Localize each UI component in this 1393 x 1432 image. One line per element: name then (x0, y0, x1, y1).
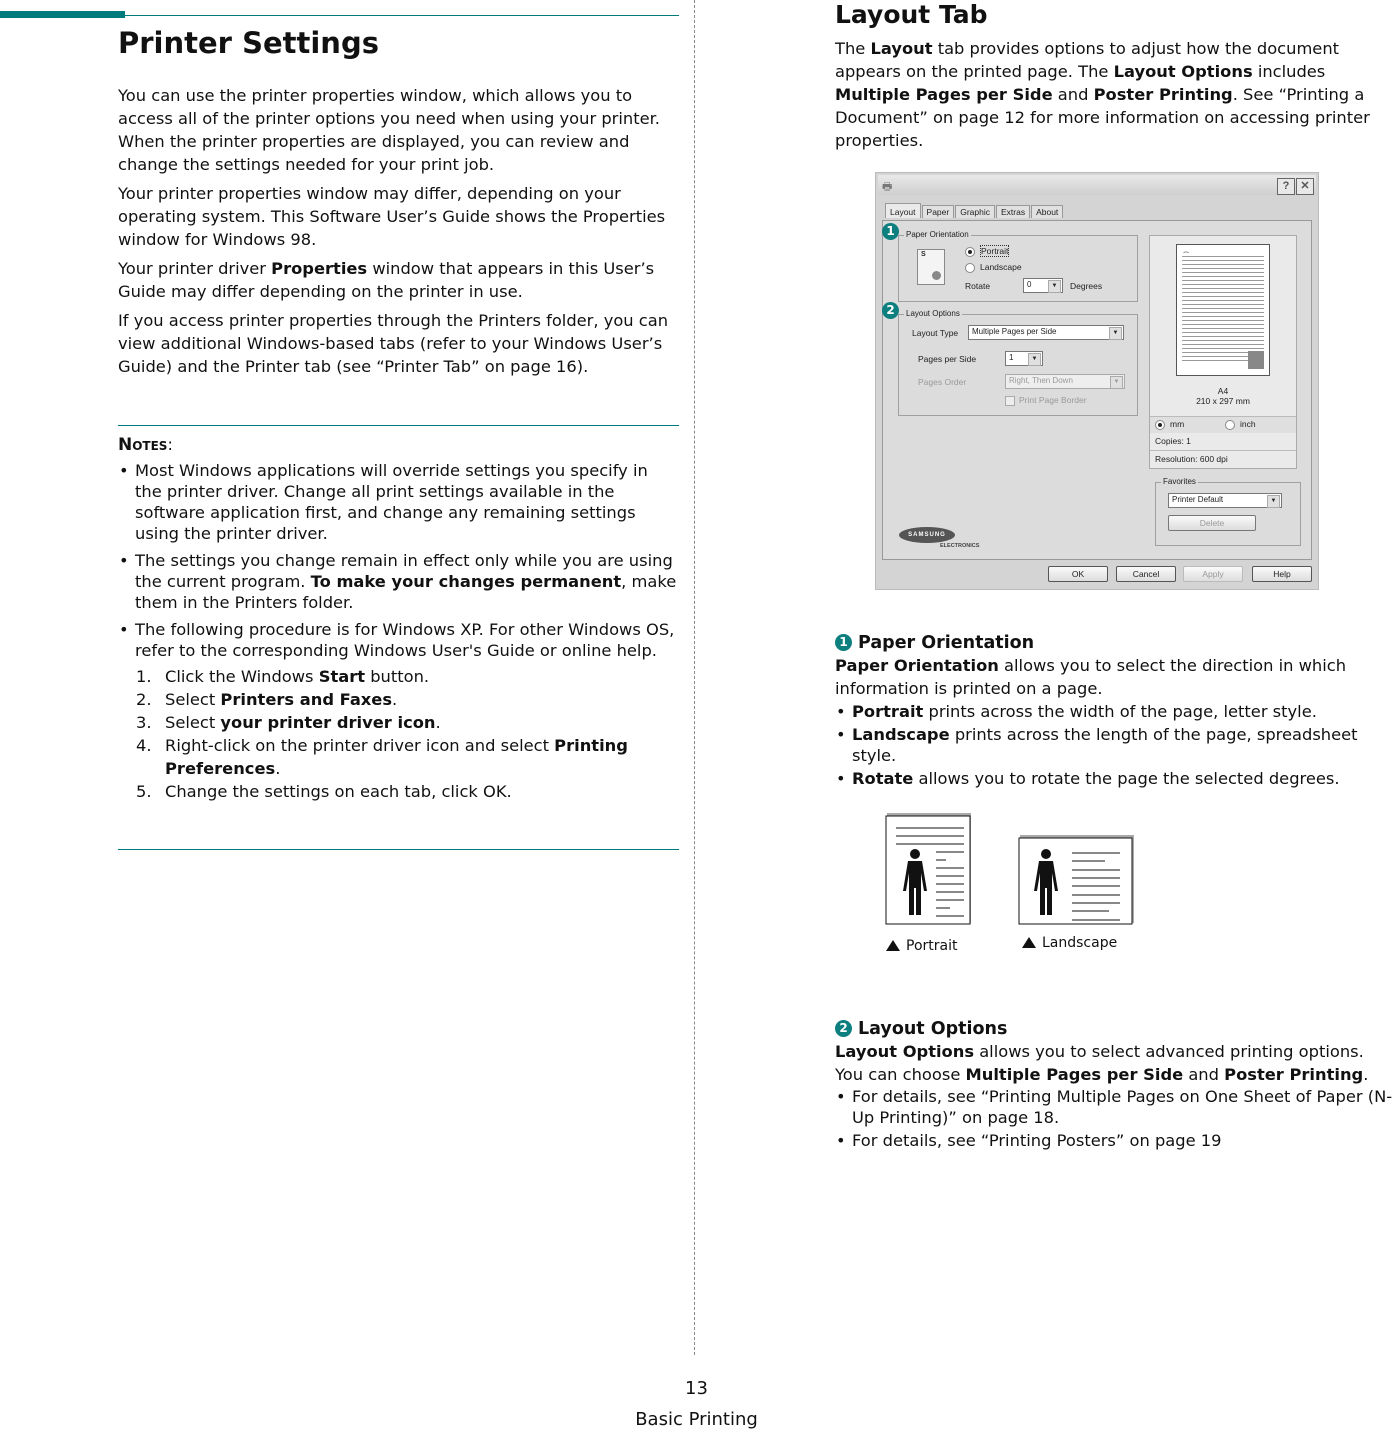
layout-options-group (898, 309, 1138, 416)
favorites-select[interactable]: Printer Default ▼ (1168, 493, 1282, 508)
chapter-title: Basic Printing (635, 1409, 758, 1430)
intro-text (118, 84, 678, 378)
layout-type-label: Layout Type (912, 328, 959, 338)
paper-orientation-section (835, 633, 1393, 791)
group-label: Layout Options (906, 309, 960, 318)
paragraph: You can use the printer properties window, which allows you to access all of the printer options you need when using your printer. When the printer properties are displayed, you can review and change the settings needed for your print job. (118, 86, 660, 174)
paragraph: Paper Orientation allows you to select the direction in which information is printed on a page. (835, 656, 1347, 698)
samsung-logo: SAMSUNG (899, 527, 955, 543)
landscape-illustration (1017, 834, 1135, 926)
section-title: Layout Tab (835, 0, 988, 29)
apply-button[interactable]: Apply (1183, 566, 1243, 582)
cancel-button[interactable]: Cancel (1116, 566, 1176, 582)
help-title-button[interactable]: ? (1277, 178, 1295, 195)
paragraph: Your printer properties window may differ, depending on your operating system. This Software User’s Guide shows the Properties window for Windows 98. (118, 184, 666, 249)
paragraph: Layout Options allows you to select advanced printing options. (835, 1042, 1364, 1061)
paper-size: A4 (1217, 386, 1229, 396)
samsung-logo-text: ELECTRONICS (940, 543, 980, 549)
layout-options-section (835, 1019, 1393, 1153)
note-item: • The following procedure is for Windows XP. For other Windows OS, refer to the corresponding Windows User's Guide or online help. (118, 619, 678, 661)
chevron-down-icon: ▼ (1028, 353, 1041, 366)
subsection-title: 1 Paper Orientation (835, 633, 1393, 653)
printer-icon: 🖶 (882, 181, 893, 193)
portrait-caption: Portrait (886, 938, 957, 954)
unit-mm-radio[interactable]: mm (1155, 419, 1184, 430)
unit-row (1150, 416, 1296, 433)
portrait-illustration (884, 812, 974, 926)
notes-title: Notes (118, 435, 168, 455)
pages-per-side-select[interactable]: 1 ▼ (1005, 351, 1043, 366)
close-button[interactable]: ✕ (1296, 178, 1314, 195)
list-item: • For details, see “Printing Multiple Pages on One Sheet of Paper (N-Up Printing)” on page 18. (835, 1086, 1393, 1128)
list-item: • Landscape prints across the length of the page, spreadsheet style. (835, 724, 1393, 766)
paragraph: You can choose Multiple Pages per Side and Poster Printing. (835, 1065, 1369, 1084)
subsection-title: 2 Layout Options (835, 1019, 1393, 1039)
note-item: • The settings you change remain in effect only while you are using the current program. To make your changes permanent, make them in the Printers folder. (118, 550, 678, 613)
preview-panel (1149, 235, 1297, 469)
rotate-label: Rotate (965, 281, 991, 291)
triangle-up-icon (1022, 937, 1036, 948)
degrees-label: Degrees (1070, 281, 1103, 291)
page-preview (1176, 244, 1270, 376)
pages-order-select[interactable]: Right, Then Down ▼ (1005, 374, 1125, 389)
tab-extras[interactable]: Extras (996, 205, 1030, 218)
favorites-group (1155, 477, 1301, 546)
tab-layout[interactable]: Layout (885, 203, 921, 218)
help-button[interactable]: Help (1252, 566, 1312, 582)
tab-paper[interactable]: Paper (922, 205, 955, 218)
page-title: Printer Settings (118, 26, 379, 60)
column-divider (694, 0, 695, 1355)
ok-button[interactable]: OK (1048, 566, 1108, 582)
layout-intro: The Layout tab provides options to adjust how the document appears on the printed page. The Layout Options includes Multiple Pages per Side and Poster Printing. See “Printing a Document” on page 12 for more information on accessing printer properties. (835, 39, 1370, 150)
step-item: 3. Select your printer driver icon. (136, 713, 441, 732)
unit-inch-radio[interactable]: inch (1225, 419, 1256, 430)
tab-about[interactable]: About (1031, 205, 1063, 218)
note-item: • Most Windows applications will override settings you specify in the printer driver. Change all print settings available in the software application first, and change any remaining settings using the printer driver. (118, 460, 678, 544)
dialog-titlebar (878, 175, 1316, 195)
notes-end-rule (118, 849, 679, 850)
group-label: Favorites (1163, 477, 1196, 486)
tab-graphic[interactable]: Graphic (955, 205, 995, 218)
landscape-radio[interactable]: Landscape (965, 262, 1022, 273)
portrait-radio[interactable]: Portrait (965, 246, 1009, 257)
landscape-caption: Landscape (1022, 935, 1117, 951)
chevron-down-icon: ▼ (1109, 327, 1122, 340)
paragraph: If you access printer properties through the Printers folder, you can view additional Windows-based tabs (refer to your Windows User’s Guide) and the Printer tab (see “Printer Tab” on page 16). (118, 311, 669, 376)
chevron-down-icon: ▼ (1267, 495, 1280, 508)
chevron-down-icon: ▼ (1048, 280, 1061, 293)
paragraph: Your printer driver Properties window that appears in this User’s Guide may differ depending on the printer in use. (118, 259, 655, 301)
delete-button[interactable]: Delete (1168, 515, 1256, 531)
document-icon: S (917, 249, 945, 285)
callout-badge-2: 2 (882, 302, 899, 319)
resolution-readout: Resolution: 600 dpi (1155, 454, 1228, 464)
tab-bar (885, 205, 1064, 218)
chevron-down-icon: ▼ (1110, 376, 1123, 389)
pages-order-label: Pages Order (918, 377, 967, 387)
list-item: • Rotate allows you to rotate the page the selected degrees. (835, 768, 1393, 789)
list-item: • For details, see “Printing Posters” on page 19 (835, 1130, 1393, 1151)
step-item: 2. Select Printers and Faxes. (136, 690, 398, 709)
step-item: 1. Click the Windows Start button. (136, 667, 430, 686)
group-label: Paper Orientation (906, 230, 969, 239)
copies-readout: Copies: 1 (1155, 436, 1191, 446)
callout-badge-1: 1 (882, 223, 899, 240)
number-badge-icon: 1 (835, 634, 852, 651)
notes-section: Notes: • Most Windows applications will override settings you specify in the printer driver. Change all print settings available in the software application first, and change any remaining settings using the printer driver. • The settings you change remain in effect only while you are using the current program. To make your changes permanent, make them in the Printers folder. • The following procedure is for Windows XP. For other Windows OS, refer to the corresponding Windows User's Guide or online help. 1. Click the Windows Start button. 2. Select Printers and Faxes. 3. Select your printer driver icon. 4. Right-click on the printer driver icon and select Printing Preferences. 5. Change the settings on each tab, click OK. (118, 434, 678, 803)
header-rule (125, 15, 679, 16)
step-item: 4. Right-click on the printer driver icon and select Printing Preferences. (136, 736, 628, 778)
triangle-up-icon (886, 940, 900, 951)
header-accent-bar (0, 11, 125, 18)
printer-properties-dialog (875, 172, 1319, 590)
list-item: • Portrait prints across the width of the page, letter style. (835, 701, 1393, 722)
paper-orientation-group (898, 230, 1138, 302)
step-item: 5. Change the settings on each tab, click OK. (136, 782, 512, 801)
notes-rule (118, 425, 679, 426)
number-badge-icon: 2 (835, 1020, 852, 1037)
steps-list (118, 665, 678, 803)
pages-per-side-label: Pages per Side (918, 354, 977, 364)
print-page-border-checkbox[interactable]: Print Page Border (1005, 395, 1087, 406)
paper-dims: 210 x 297 mm (1196, 396, 1250, 406)
layout-type-select[interactable]: Multiple Pages per Side ▼ (968, 325, 1124, 340)
rotate-select[interactable]: 0 ▼ (1023, 278, 1063, 293)
layout-tab-panel (882, 220, 1312, 560)
page-number: 13 (685, 1378, 708, 1399)
